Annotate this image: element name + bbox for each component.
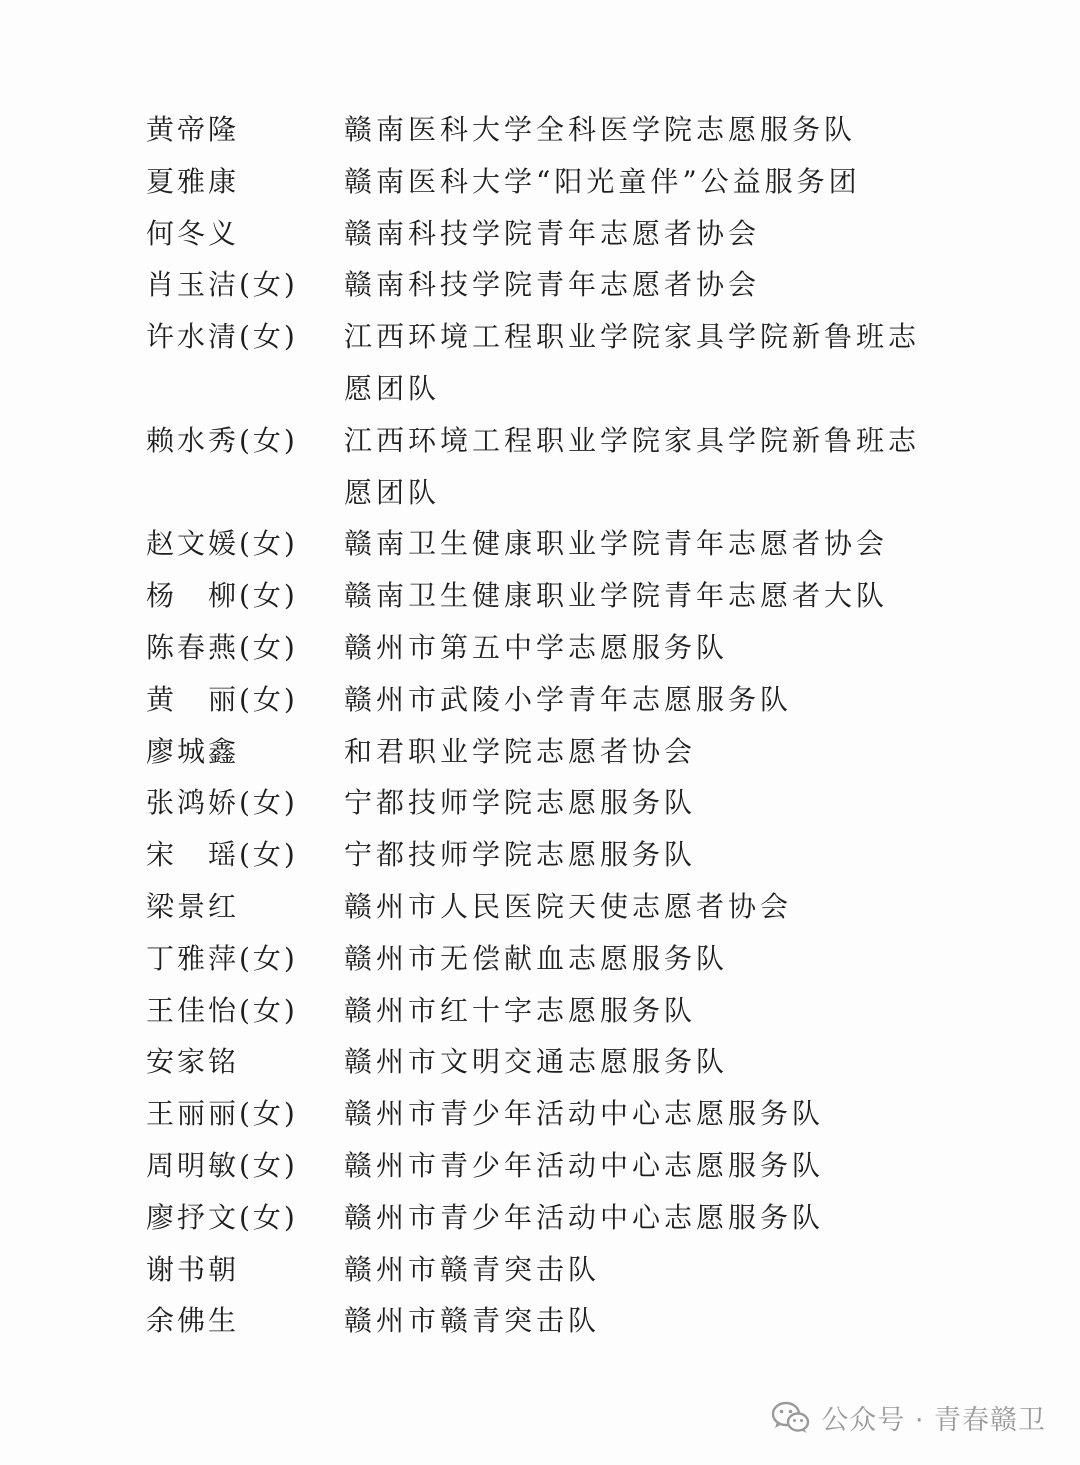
- list-item: [146, 933, 936, 985]
- entry-name: 许水清(女): [146, 320, 298, 354]
- entry-name: 王佳怡(女): [146, 993, 298, 1027]
- entry-name: 何冬义: [146, 216, 240, 250]
- volunteer-list: [146, 104, 936, 1347]
- entry-org: 赣州市赣青突击队: [344, 1252, 601, 1286]
- entry-org: 和君职业学院志愿者协会: [344, 734, 697, 768]
- entry-name: 赵文媛(女): [146, 527, 298, 561]
- entry-name: 杨 柳(女): [146, 579, 298, 613]
- entry-org: 江西环境工程职业学院家具学院新鲁班志愿团队: [344, 320, 921, 405]
- entry-name: 张鸿娇(女): [146, 786, 298, 820]
- entry-org: 赣州市文明交通志愿服务队: [344, 1045, 729, 1079]
- entry-org: 宁都技师学院志愿服务队: [344, 838, 697, 872]
- list-item: [146, 1036, 936, 1088]
- list-item: [146, 1192, 936, 1244]
- list-item: [146, 622, 936, 674]
- footer-text: 公众号 · 青春赣卫: [821, 1405, 1046, 1436]
- list-item: [146, 104, 936, 156]
- entry-name: 谢书朝: [146, 1252, 240, 1286]
- entry-org: 赣南医科大学全科医学院志愿服务队: [344, 113, 857, 146]
- list-item: [146, 208, 936, 260]
- entry-org: 赣南卫生健康职业学院青年志愿者协会: [344, 527, 889, 561]
- watermark: [771, 1398, 1046, 1437]
- list-item: [146, 259, 936, 311]
- entry-org: 赣州市赣青突击队: [344, 1304, 601, 1338]
- list-item: [146, 311, 936, 415]
- entry-name: 赖水秀(女): [146, 423, 298, 457]
- entry-org: 赣州市红十字志愿服务队: [344, 993, 697, 1027]
- list-item: [146, 726, 936, 778]
- entry-name: 夏雅康: [146, 164, 240, 198]
- entry-name: 黄帝隆: [146, 113, 240, 146]
- entry-org: 赣州市武陵小学青年志愿服务队: [344, 682, 793, 716]
- list-item: [146, 1140, 936, 1192]
- entry-name: 陈春燕(女): [146, 630, 298, 664]
- entry-org: 赣南科技学院青年志愿者协会: [344, 216, 761, 250]
- entry-org: 赣州市青少年活动中心志愿服务队: [344, 1097, 825, 1131]
- entry-org: 赣南科技学院青年志愿者协会: [344, 268, 761, 302]
- list-item: [146, 1244, 936, 1296]
- entry-org: 赣州市青少年活动中心志愿服务队: [344, 1200, 825, 1234]
- list-item: [146, 674, 936, 726]
- list-item: [146, 777, 936, 829]
- list-item: [146, 985, 936, 1037]
- entry-org: 宁都技师学院志愿服务队: [344, 786, 697, 820]
- list-item: [146, 518, 936, 570]
- entry-name: 黄 丽(女): [146, 682, 298, 716]
- entry-name: 廖抒文(女): [146, 1200, 298, 1234]
- list-item: [146, 570, 936, 622]
- list-item: [146, 156, 936, 208]
- entry-org: 赣州市无偿献血志愿服务队: [344, 941, 729, 975]
- list-item: [146, 1295, 936, 1347]
- list-item: [146, 829, 936, 881]
- list-item: [146, 415, 936, 519]
- entry-org: 赣州市人民医院天使志愿者协会: [344, 889, 793, 923]
- entry-org: 赣南卫生健康职业学院青年志愿者大队: [344, 579, 889, 613]
- entry-name: 廖城鑫: [146, 734, 240, 768]
- entry-name: 宋 瑶(女): [146, 838, 298, 872]
- entry-name: 丁雅萍(女): [146, 941, 298, 975]
- list-item: [146, 881, 936, 933]
- entry-name: 王丽丽(女): [146, 1097, 298, 1131]
- entry-name: 周明敏(女): [146, 1148, 298, 1182]
- entry-org: 赣南医科大学“阳光童伴”公益服务团: [344, 164, 861, 198]
- list-item: [146, 1088, 936, 1140]
- entry-name: 安家铭: [146, 1045, 240, 1079]
- entry-name: 余佛生: [146, 1304, 240, 1338]
- entry-name: 梁景红: [146, 889, 240, 923]
- entry-org: 江西环境工程职业学院家具学院新鲁班志愿团队: [344, 423, 921, 509]
- entry-name: 肖玉洁(女): [146, 268, 298, 302]
- wechat-icon: [771, 1401, 811, 1435]
- entry-org: 赣州市第五中学志愿服务队: [344, 630, 729, 664]
- entry-org: 赣州市青少年活动中心志愿服务队: [344, 1148, 825, 1182]
